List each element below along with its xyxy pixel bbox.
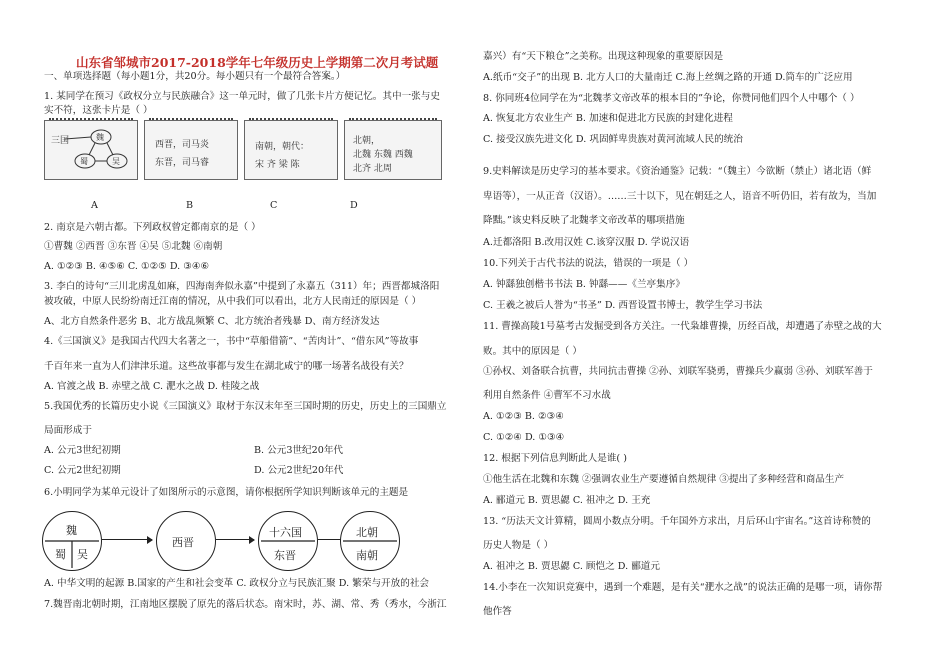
question-text-line: A. 恢复北方农业生产 B. 加速和促进北方民族的封建化进程 xyxy=(483,113,733,124)
question-text-line: 千百年来一直为人们津津乐道。这些故事都与发生在湖北咸宁的哪一场著名战役有关？ xyxy=(44,361,409,372)
circle-western-jin xyxy=(156,511,216,571)
question-text-line: 被攻破，中原人民纷纷南迁江南的情况，从中我们可以看出，北方人民南迁的原因是（ ） xyxy=(44,296,422,307)
question-1-cards xyxy=(44,120,442,180)
question-text-line: 4.《三国演义》是我国古代四大名著之一，书中“草船借箭”、“苦肉计”、“借东风”等故事 xyxy=(44,336,419,347)
question-text-line: C. 王羲之被后人誉为“书圣” D. 西晋设置书博士，教学生学习书法 xyxy=(483,300,763,311)
question-text-line: A. 公元3世纪初期 xyxy=(44,445,121,456)
question-text-line: A. 官渡之战 B. 赤壁之战 C. 淝水之战 D. 桂陵之战 xyxy=(44,381,260,392)
question-text-line: 3. 李白的诗句“三川北虏乱如麻，四海南奔似永嘉”中提到了永嘉五（311）年；西晋都城洛阳 xyxy=(44,281,440,292)
arrow-1 xyxy=(102,539,152,540)
question-text-line: 败。其中的原因是（ ） xyxy=(483,346,582,357)
question-text-line: C. 接受汉族先进文化 D. 巩固鲜卑贵族对黄河流域人民的统治 xyxy=(483,134,743,145)
arrow-2 xyxy=(216,539,254,540)
card-b xyxy=(144,120,238,180)
card-a xyxy=(44,120,138,180)
card-a-wu: 吴 xyxy=(112,157,120,166)
question-text-line: C. 公元2世纪初期 xyxy=(44,465,121,476)
question-text-line: D. 公元2世纪20年代 xyxy=(254,465,344,476)
question-text-line: 他作答 xyxy=(483,606,512,617)
circle-1-bottom-right: 吴 xyxy=(77,548,88,561)
question-text-line: ①他生活在北魏和东魏 ②强调农业生产要遵循自然规律 ③提出了多种经营和商品生产 xyxy=(483,474,845,485)
question-text-line: 局面形成于 xyxy=(44,425,92,436)
question-text-line: 实不符，这张卡片是（ ） xyxy=(44,105,153,116)
question-text-line: A.迁都洛阳 B.改用汉姓 C.该穿汉服 D. 学说汉语 xyxy=(483,237,690,248)
question-text-line: A. 中华文明的起源 B.国家的产生和社会变革 C. 政权分立与民族汇聚 D. 繁荣与开放的社会 xyxy=(44,578,430,589)
circle-3-top: 十六国 xyxy=(269,526,302,539)
question-text-line: 14.小李在一次知识竞赛中，遇到一个难题，是有关“淝水之战”的说法正确的是哪一项，请你帮 xyxy=(483,582,883,593)
card-c-line-1: 南朝，朝代： xyxy=(255,142,310,152)
circle-3-bottom: 东晋 xyxy=(274,549,296,562)
card-option-letter: C xyxy=(270,200,278,211)
question-text-line: A. ①②③ B. ②③④ xyxy=(483,411,564,422)
question-text-line: 7.魏晋南北朝时期，江南地区摆脱了原先的落后状态。南宋时，苏、湖、常、秀（秀水，今浙江 xyxy=(44,599,447,610)
question-text-line: 13. “历法天文计算精，圆周小数点分明。千年国外方求出，月后环山宇宙名。”这首诗称赞的 xyxy=(483,516,871,527)
card-d-line-3: 北齐 北周 xyxy=(353,164,392,174)
card-c-line-2: 宋 齐 梁 陈 xyxy=(255,160,300,170)
card-c xyxy=(244,120,338,180)
card-b-line-2: 东晋，司马睿 xyxy=(155,158,210,168)
circle-three-kingdoms xyxy=(42,511,102,571)
circle-north-south xyxy=(340,511,400,571)
question-text-line: 降黜。”该史料反映了北魏孝文帝改革的哪项措施 xyxy=(483,215,685,226)
circle-2-label: 西晋 xyxy=(172,536,194,549)
card-a-triangle xyxy=(45,121,137,179)
question-text-line: A. 郦道元 B. 贾思勰 C. 祖冲之 D. 王充 xyxy=(483,495,651,506)
question-text-line: 1. 某同学在预习《政权分立与民族融合》这一单元时，做了几张卡片方便记忆。其中一张与史 xyxy=(44,91,440,102)
question-text-line: 10.下列关于古代书法的说法，错误的一项是（ ） xyxy=(483,258,694,269)
question-text-line: 9.史料解读是历史学习的基本要求。《资治通鉴》记载：“（魏主）今欲断（禁止）诸北语（鲜 xyxy=(483,166,872,177)
card-a-label: 三国 xyxy=(51,136,70,146)
circle-1-bottom-left: 蜀 xyxy=(55,548,66,561)
question-text-line: A.纸币“交子”的出现 B. 北方人口的大量南迁 C.海上丝绸之路的开通 D.筒车的广泛应用 xyxy=(483,72,853,83)
question-text-line: ①曹魏 ②西晋 ③东晋 ④吴 ⑤北魏 ⑥南朝 xyxy=(44,241,223,252)
question-text-line: 嘉兴）有“天下粮仓”之美称。出现这种现象的重要原因是 xyxy=(483,51,724,62)
circle-sixteen-kingdoms xyxy=(258,511,318,571)
card-b-line-1: 西晋，司马炎 xyxy=(155,140,210,150)
question-text-line: 8. 你同班4位同学在为“北魏孝文帝改革的根本目的”争论，你赞同他们四个人中哪个（ ） xyxy=(483,93,860,104)
card-a-wei: 魏 xyxy=(96,133,104,142)
page-title: 山东省邹城市2017-2018学年七年级历史上学期第二次月考试题 xyxy=(76,55,439,70)
question-text-line: 6.小明同学为某单元设计了如图所示的示意图，请你根据所学知识判断该单元的主题是 xyxy=(44,487,409,498)
question-text-line: A. 钟繇独创楷书书法 B. 钟繇——《兰亭集序》 xyxy=(483,279,685,290)
question-text-line: A. ①②③ B. ④⑤⑥ C. ①②⑤ D. ③④⑥ xyxy=(44,261,210,272)
question-text-line: 历史人物是（ ） xyxy=(483,540,554,551)
question-text-line: B. 公元3世纪20年代 xyxy=(254,445,344,456)
question-text-line: A、北方自然条件恶劣 B、北方战乱频繁 C、北方统治者残暴 D、南方经济发达 xyxy=(44,316,380,327)
question-text-line: ①孙权、刘备联合抗曹，共同抗击曹操 ②孙、刘联军骁勇，曹操兵少赢弱 ③孙、刘联军善于 xyxy=(483,366,873,377)
question-6-diagram xyxy=(40,505,400,575)
question-text-line: 11. 曹操高陵1号墓考古发掘受到各方关注。一代枭雄曹操，历经百战，却遭遇了赤壁之战的大 xyxy=(483,321,882,332)
question-text-line: 5.我国优秀的长篇历史小说《三国演义》取材于东汉末年至三国时期的历史，历史上的三国鼎立 xyxy=(44,401,447,412)
question-text-line: 2. 南京是六朝古都。下列政权曾定都南京的是（ ） xyxy=(44,222,261,233)
question-text-line: 一、单项选择题（每小题1分，共20分。每小题只有一个最符合答案。） xyxy=(44,71,346,82)
card-a-shu: 蜀 xyxy=(80,157,88,166)
question-text-line: 利用自然条件 ④曹军不习水战 xyxy=(483,390,611,401)
circle-1-top: 魏 xyxy=(66,524,77,537)
card-d-line-2: 北魏 东魏 西魏 xyxy=(353,150,413,160)
card-option-letter: A xyxy=(91,200,98,211)
card-option-letter: B xyxy=(186,200,194,211)
question-text-line: 12. 根据下列信息判断此人是谁( ) xyxy=(483,453,627,464)
card-option-letter: D xyxy=(350,200,358,211)
question-text-line: A. 祖冲之 B. 贾思勰 C. 顾恺之 D. 郦道元 xyxy=(483,561,660,572)
card-d xyxy=(344,120,442,180)
question-text-line: 卑语等），一从正音（汉语）。……三十以下，见在朝廷之人，语音不听仍旧，若有故为，当加 xyxy=(483,191,877,202)
card-d-line-1: 北朝， xyxy=(353,136,381,146)
question-text-line: C. ①②④ D. ①③④ xyxy=(483,432,565,443)
circle-4-top: 北朝 xyxy=(356,526,378,539)
circle-4-bottom: 南朝 xyxy=(356,549,378,562)
